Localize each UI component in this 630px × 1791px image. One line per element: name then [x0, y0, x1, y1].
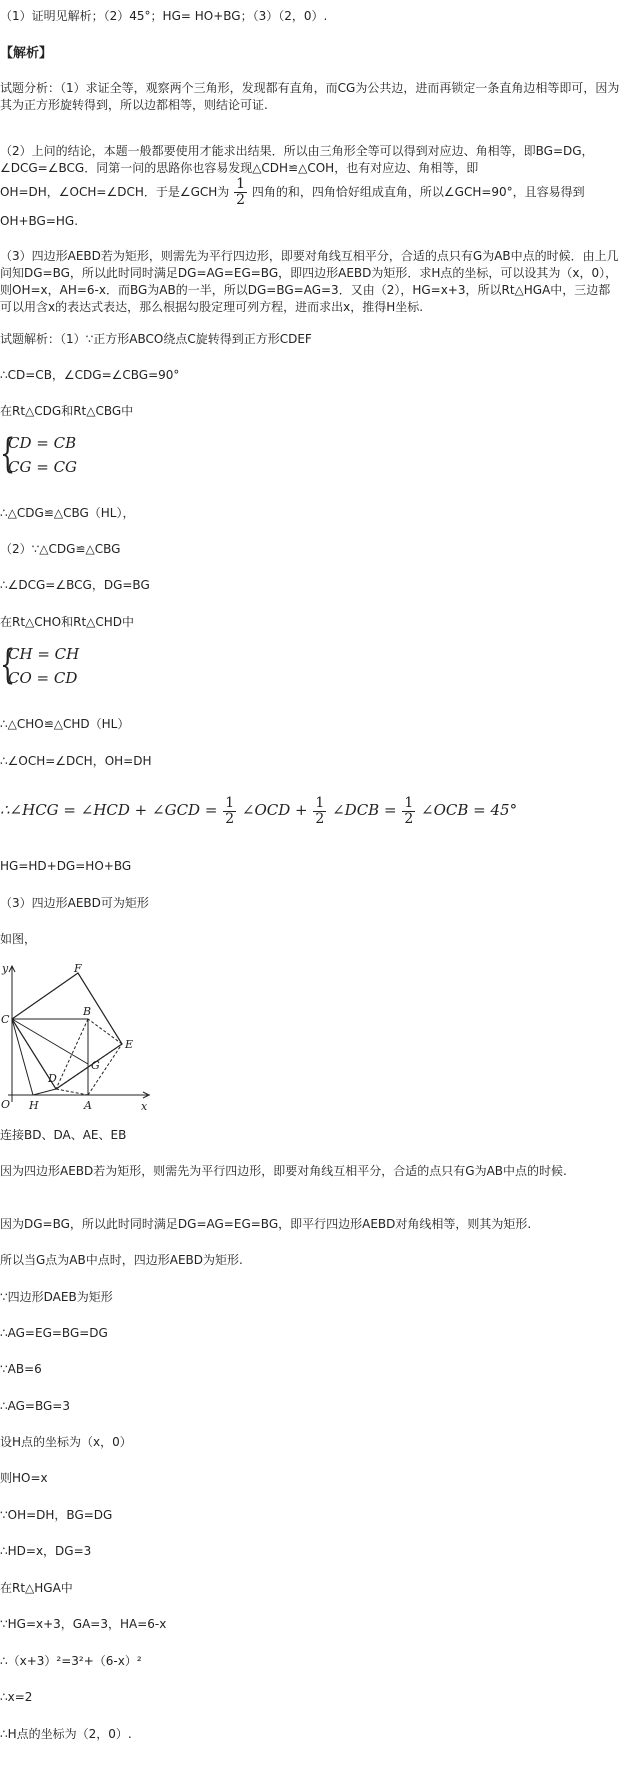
solution-line: 设H点的坐标为（x，0） — [0, 1435, 132, 1449]
label-b: B — [83, 1005, 92, 1018]
half-fraction — [234, 177, 247, 208]
solution-line: ∵四边形DAEB为矩形 — [0, 1290, 113, 1304]
solution-line: （2）∵△CDG≌△CBG — [0, 542, 121, 556]
solution-line: 则HO=x — [0, 1471, 48, 1485]
label-y: y — [2, 962, 9, 975]
solution-line: ∴x=2 — [0, 1690, 33, 1704]
analysis-paragraph-2b — [0, 176, 585, 208]
solution-line: ∵AB=6 — [0, 1362, 42, 1376]
analysis-paragraph-3: （3）四边形AEBD若为矩形，则需先为平行四边形，即要对角线互相平分，合适的点只有G为AB中点的时候．由上几问知DG=BG，所以此时同时满足DG=AG=EG=BG，即四边形AEBD为矩形．求H点的坐标，可以设其为（x，0），则OH=x，AH=6-x．而BG为AB的一半，所以DG=BG=AG=3．又由（2），HG=x+3，所以Rt△HGA中，三边都可以用含x的表达式表达，那么根据勾股定理可列方程，进而求出x，推得H坐标. — [0, 249, 619, 314]
solution-line: ∴HD=x，DG=3 — [0, 1544, 92, 1558]
analysis-paragraph-1: 试题分析：（1）求证全等，观察两个三角形，发现都有直角，而CG为公共边，进而再锁定一条直角边相等即可，因为其为正方形旋转得到，所以边都相等，则结论可证. — [0, 81, 620, 112]
label-x: x — [141, 1100, 148, 1113]
system-row: CD = CB — [8, 434, 77, 452]
solution-line: 在Rt△HGA中 — [0, 1581, 73, 1595]
half-fraction: $\frac{1}{2}$ — [404, 794, 414, 827]
solution-line: ∴△CDG≌△CBG（HL）， — [0, 506, 135, 520]
solution-line: ∴（x+3）²=3²+（6-x）² — [0, 1654, 142, 1668]
solution-line: 连接BD、DA、AE、EB — [0, 1128, 127, 1142]
brace-symbol: { — [0, 431, 16, 477]
solution-line: 在Rt△CHO和Rt△CHD中 — [0, 615, 135, 629]
system-row: CO = CD — [8, 669, 78, 687]
solution-line: ∵OH=DH，BG=DG — [0, 1508, 113, 1522]
equation-system-2 — [0, 643, 120, 691]
label-f: F — [74, 962, 82, 975]
equation-system-1 — [0, 432, 120, 480]
solution-line: ∴CD=CB，∠CDG=∠CBG=90° — [0, 368, 180, 382]
answer-line: （1）证明见解析；（2）45°；HG= HO+BG；（3）（2，0）. — [0, 9, 328, 23]
solution-line: ∵HG=x+3，GA=3，HA=6-x — [0, 1617, 167, 1631]
label-e: E — [125, 1038, 134, 1051]
equation-part: ∠OCB = 45° — [421, 801, 518, 819]
solution-line: ∴∠OCH=∠DCH，OH=DH — [0, 754, 152, 768]
label-a: A — [84, 1099, 92, 1112]
analysis-paragraph-2c: OH+BG=HG. — [0, 214, 79, 228]
solution-line: 试题解析：（1）∵正方形ABCO绕点C旋转得到正方形CDEF — [0, 332, 312, 346]
label-c: C — [1, 1013, 10, 1026]
solution-line: 如图， — [0, 932, 37, 946]
segment-cg — [12, 1019, 88, 1064]
angle-equation — [0, 790, 517, 830]
solution-line: 在Rt△CDG和Rt△CBG中 — [0, 404, 134, 418]
label-h: H — [29, 1099, 39, 1112]
segment-eb — [88, 1019, 122, 1044]
label-o: O — [1, 1098, 11, 1111]
half-fraction: $\frac{1}{2}$ — [315, 794, 325, 827]
square-cdef — [12, 973, 122, 1089]
equation-part: ∠OCD + — [241, 801, 308, 819]
solution-line: ∴AG=EG=BG=DG — [0, 1326, 108, 1340]
solution-line: ∴AG=BG=3 — [0, 1399, 70, 1413]
segment-ch — [12, 1019, 33, 1095]
analysis-heading: 【解析】 — [0, 46, 53, 61]
analysis-paragraph-2a: （2）上问的结论，本题一般都要使用才能求出结果．所以由三角形全等可以得到对应边、角相等，即BG=DG，∠DCG=∠BCG．同第一问的思路你也容易发现△CDH≌△COH，也有对应边、角相等，即 — [0, 144, 594, 175]
system-row: CH = CH — [8, 645, 80, 663]
solution-line: 因为DG=BG，所以此时同时满足DG=AG=EG=BG，即平行四边形AEBD对角线相等，则其为矩形. — [0, 1217, 532, 1231]
analysis-paragraph-2b-end: 四角的和，四角恰好组成直角，所以∠GCH=90°，且容易得到 — [251, 185, 585, 199]
segment-da — [56, 1089, 88, 1095]
label-g: G — [91, 1059, 100, 1072]
analysis-paragraph-2b-start: OH=DH，∠OCH=∠DCH．于是∠GCH为 — [0, 185, 230, 199]
solution-line: HG=HD+DG=HO+BG — [0, 859, 132, 873]
equation-part: ∠DCB = — [332, 801, 397, 819]
system-row: CG = CG — [8, 458, 78, 476]
half-fraction: $\frac{1}{2}$ — [225, 794, 235, 827]
label-d: D — [48, 1072, 57, 1085]
equation-part: ∴∠HCG = ∠HCD + ∠GCD = — [0, 801, 218, 819]
brace-symbol: { — [0, 642, 16, 688]
solution-line: ∴H点的坐标为（2，0）. — [0, 1727, 132, 1741]
solution-line: （3）四边形AEBD可为矩形 — [0, 896, 149, 910]
fraction-numerator: 1 — [236, 176, 246, 192]
geometry-figure — [0, 962, 160, 1117]
fraction-denominator: 2 — [236, 192, 246, 208]
solution-line: 因为四边形AEBD若为矩形，则需先为平行四边形，即要对角线互相平分，合适的点只有G为AB中点的时候. — [0, 1164, 567, 1178]
solution-line: 所以当G点为AB中点时，四边形AEBD为矩形. — [0, 1253, 243, 1267]
segment-hd — [33, 1089, 56, 1095]
solution-line: ∴△CHO≌△CHD（HL） — [0, 717, 130, 731]
solution-line: ∴∠DCG=∠BCG，DG=BG — [0, 578, 150, 592]
